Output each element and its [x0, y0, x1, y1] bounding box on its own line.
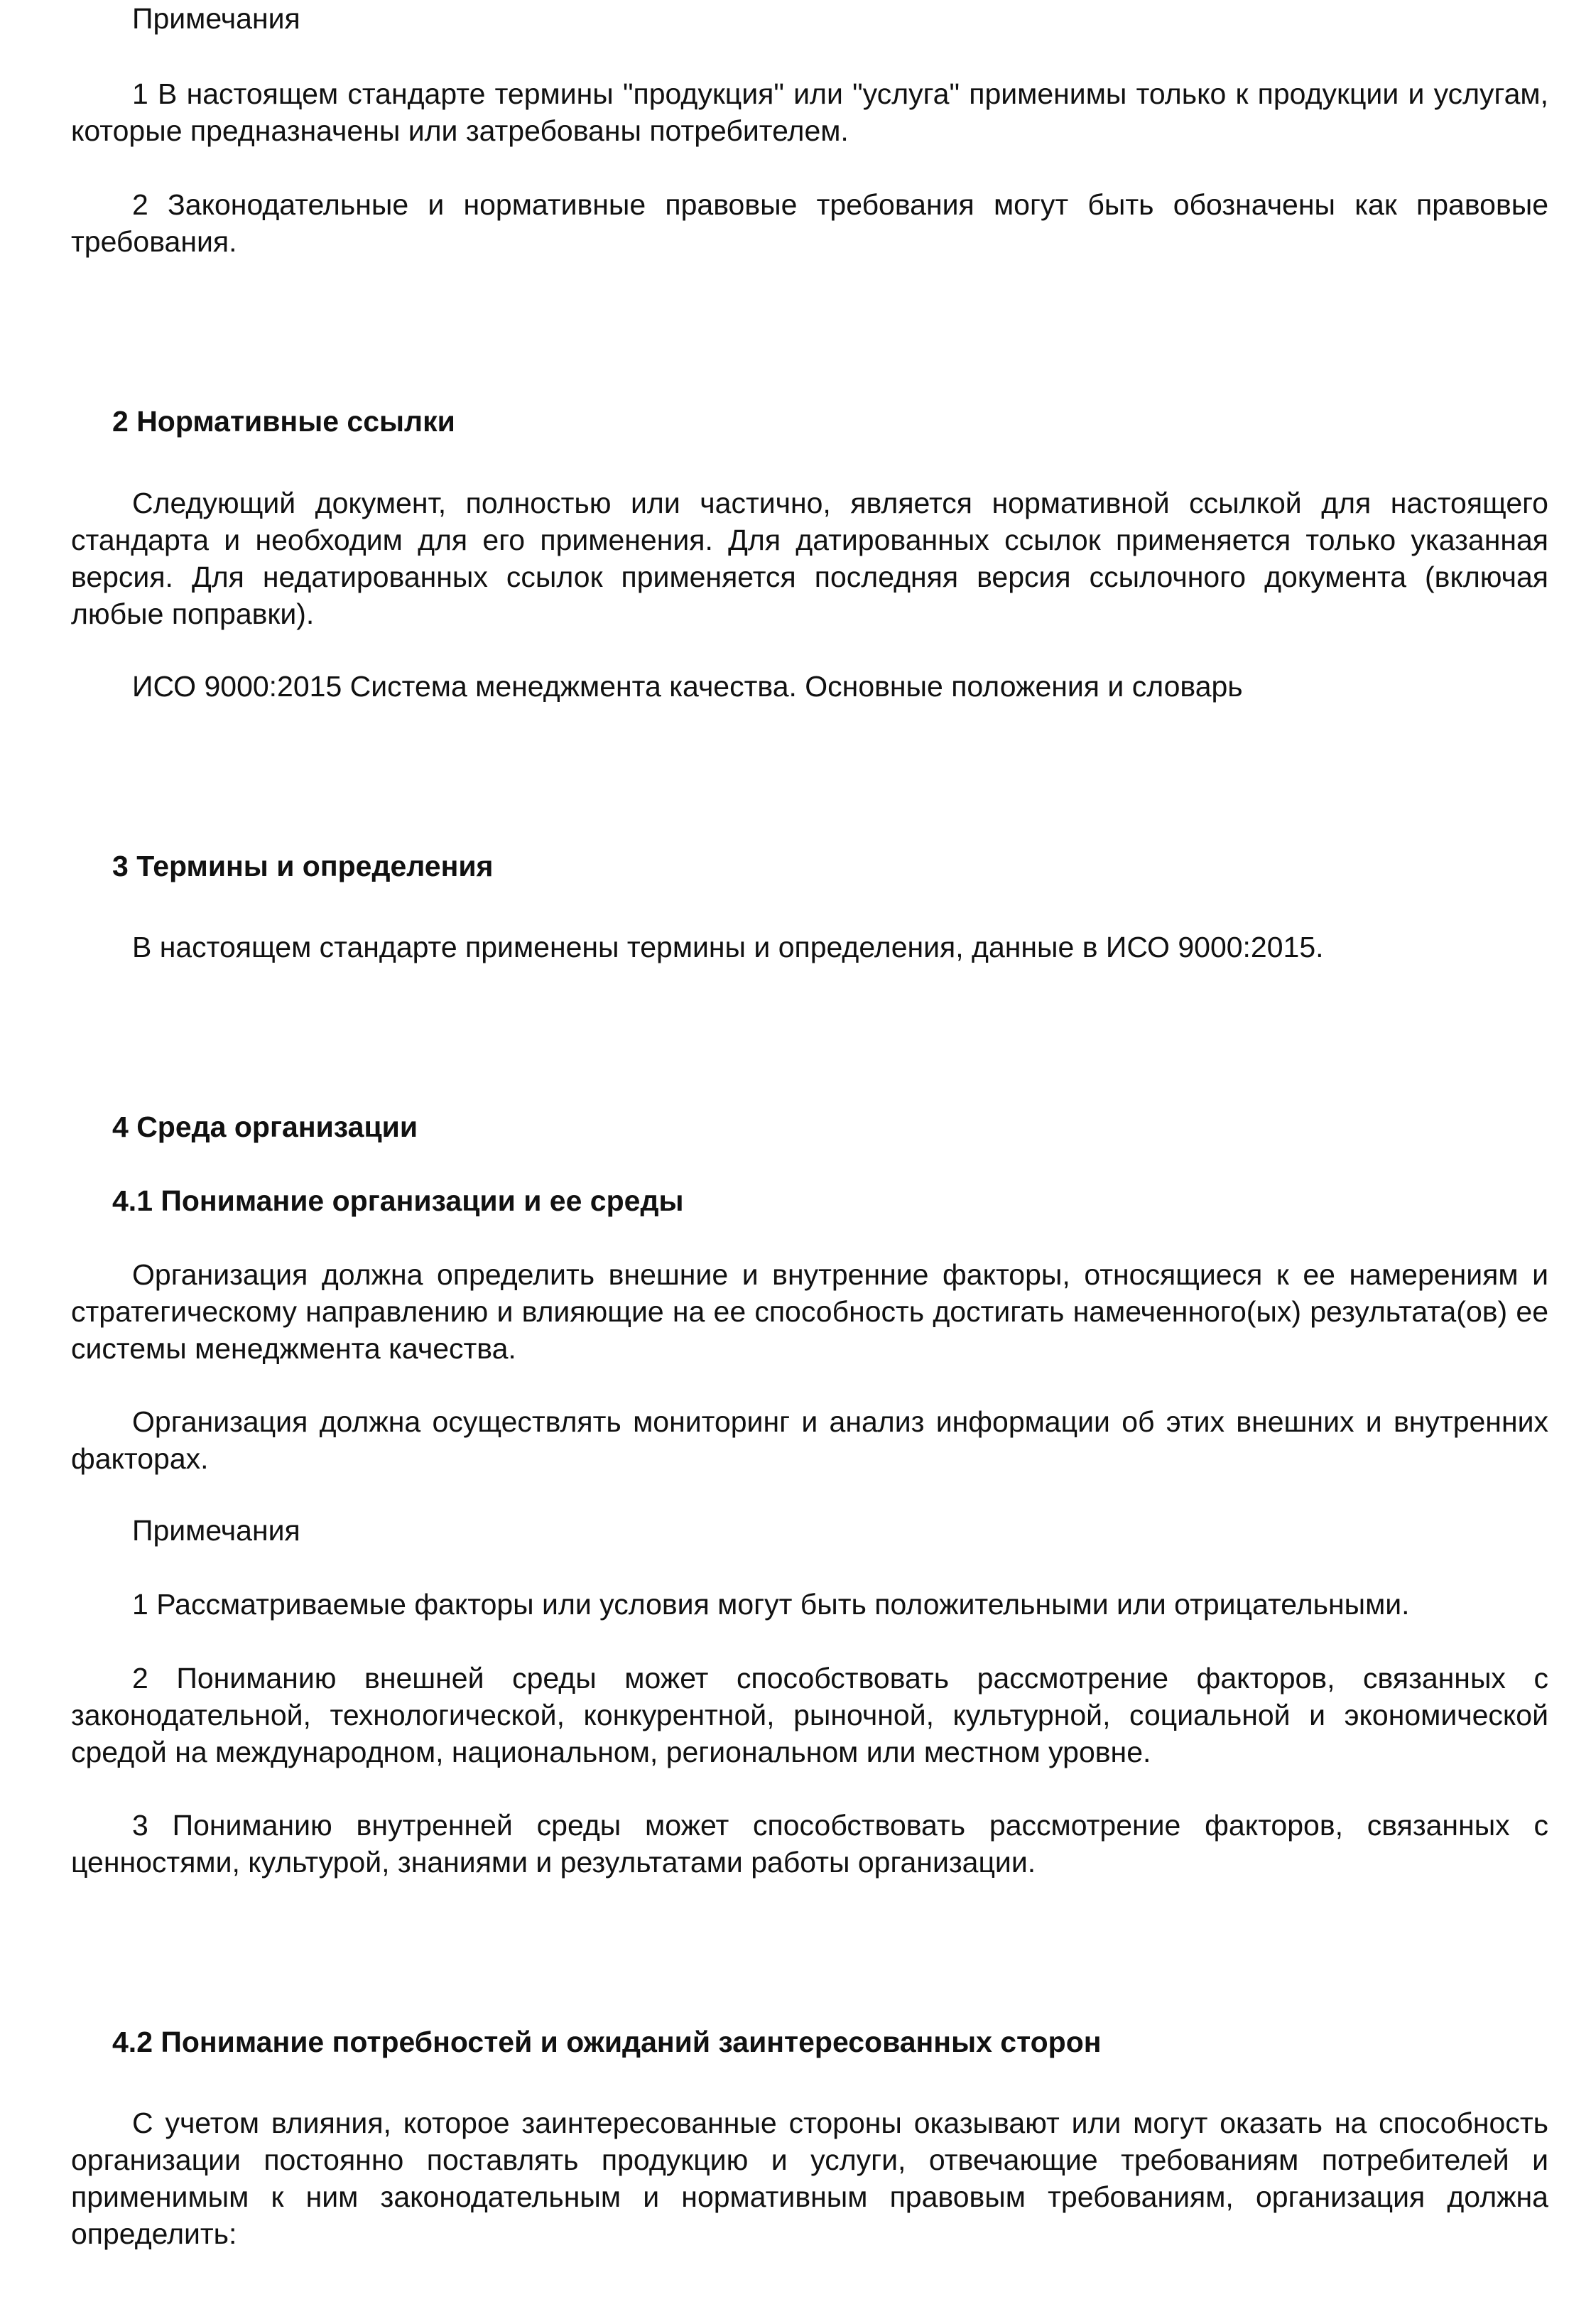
note-2: 2 Законодательные и нормативные правовые требования могут быть обозначены как правовые требования.: [71, 188, 1548, 258]
section-2-paragraph: Следующий документ, полностью или частично, является нормативной ссылкой для настоящего стандарта и необходим для его применения. Для датированных ссылок применяется только указанная версия. Для недатированных ссылок применяется последняя версия ссылочного документа (включая любые поправки).: [71, 487, 1548, 630]
section-2-heading: 2 Нормативные ссылки: [112, 405, 455, 438]
section-3-heading: 3 Термины и определения: [112, 850, 494, 882]
section-4-2-heading: 4.2 Понимание потребностей и ожиданий заинтересованных сторон: [112, 2026, 1102, 2058]
section-4-2-paragraph: С учетом влияния, которое заинтересованные стороны оказывают или могут оказать на способность организации постоянно поставлять продукцию и услуги, отвечающие требованиям потребителей и применимым к ним законодательным и нормативным правовым требованиям, организация должна определить:: [71, 2107, 1548, 2250]
normative-reference: ИСО 9000:2015 Система менеджмента качества. Основные положения и словарь: [132, 670, 1243, 703]
notes-label: Примечания: [132, 2, 300, 35]
section-4-1-heading: 4.1 Понимание организации и ее среды: [112, 1184, 684, 1217]
section-4-1-paragraph-1: Организация должна определить внешние и внутренние факторы, относящиеся к ее намерениям и стратегическому направлению и влияющие на ее способность достигать намеченного(ых) результата(ов) ее системы менеджмента качества.: [71, 1258, 1548, 1365]
note-1: 1 В настоящем стандарте термины "продукция" или "услуга" применимы только к продукции и услугам, которые предназначены или затребованы потребителем.: [71, 77, 1548, 147]
section-4-1-note-1: 1 Рассматриваемые факторы или условия могут быть положительными или отрицательными.: [132, 1588, 1410, 1621]
section-3-paragraph: В настоящем стандарте применены термины и определения, данные в ИСО 9000:2015.: [132, 931, 1324, 963]
section-4-1-notes-label: Примечания: [132, 1514, 300, 1547]
section-4-1-paragraph-2: Организация должна осуществлять мониторинг и анализ информации об этих внешних и внутренних факторах.: [71, 1405, 1548, 1475]
section-4-1-note-3: 3 Пониманию внутренней среды может способствовать рассмотрение факторов, связанных с ценностями, культурой, знаниями и результатами работы организации.: [71, 1809, 1548, 1879]
section-4-1-note-2: 2 Пониманию внешней среды может способствовать рассмотрение факторов, связанных с законодательной, технологической, конкурентной, рыночной, культурной, социальной и экономической средой на международном, национальном, региональном или местном уровне.: [71, 1662, 1548, 1768]
section-4-heading: 4 Среда организации: [112, 1110, 418, 1143]
